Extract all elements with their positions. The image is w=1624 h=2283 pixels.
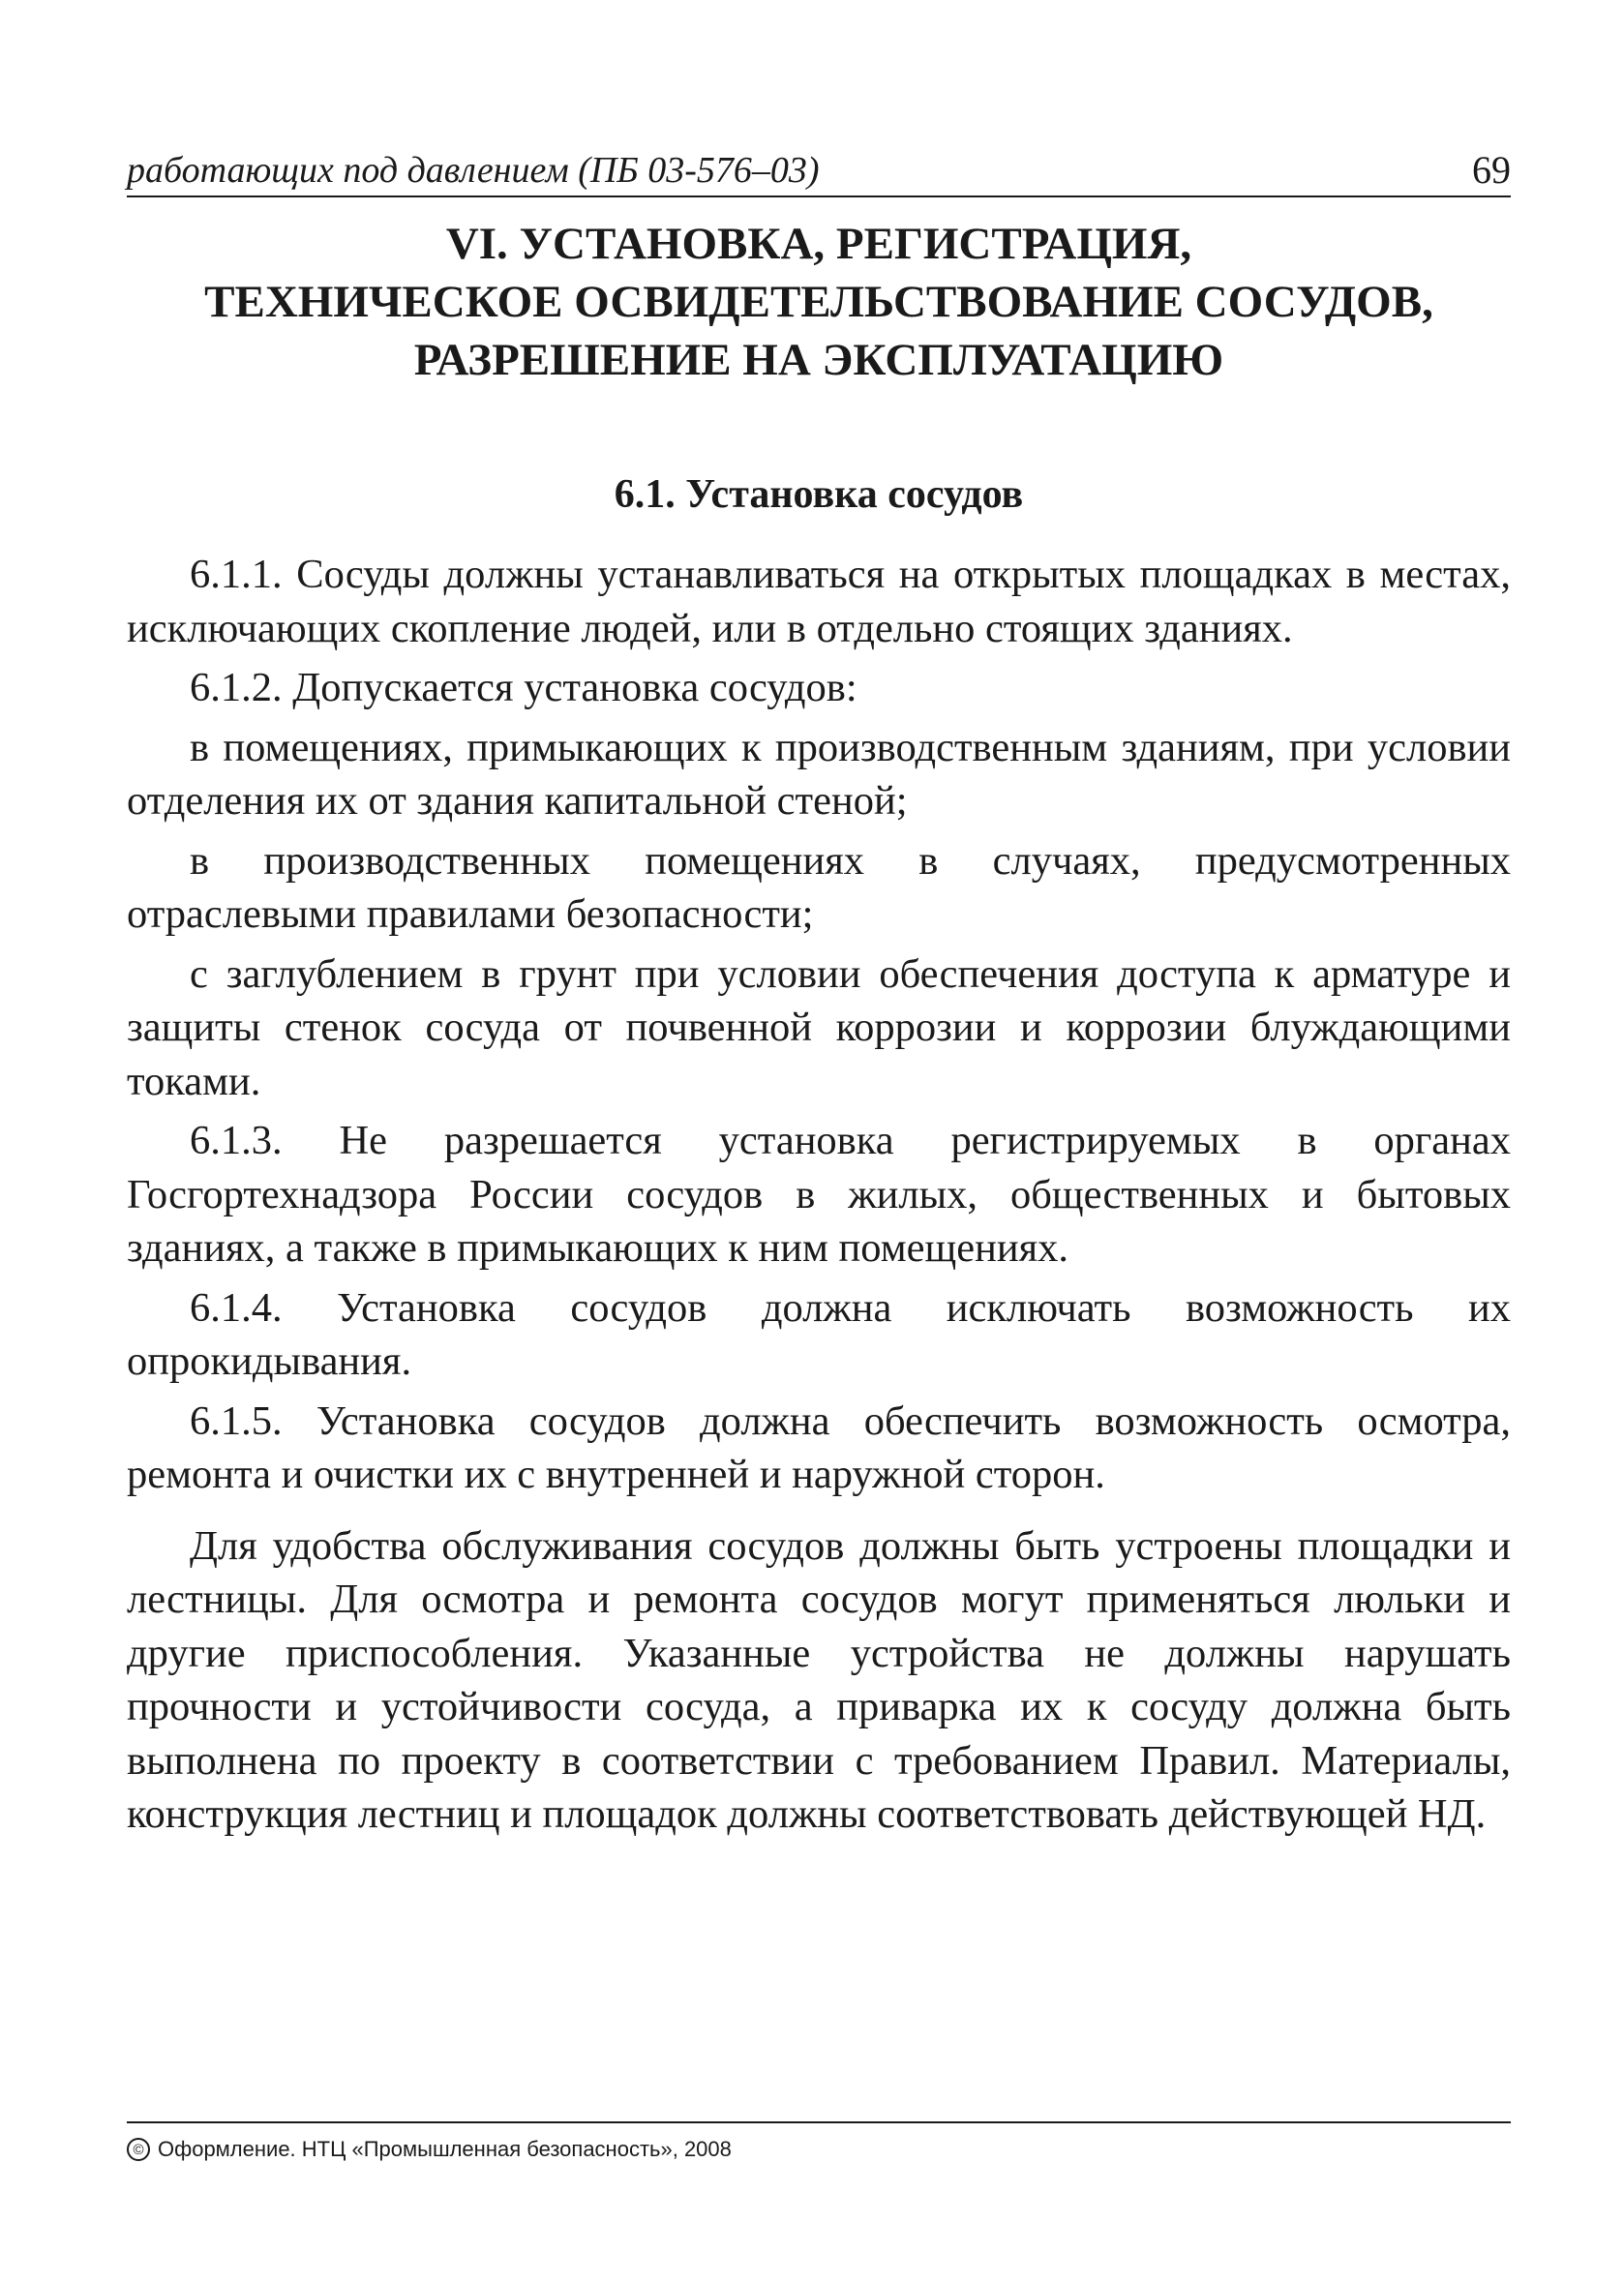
section-heading-line: ТЕХНИЧЕСКОЕ ОСВИДЕТЕЛЬСТВОВАНИЕ СОСУДОВ,	[204, 277, 1433, 327]
page-number: 69	[1472, 148, 1511, 192]
paragraph-6-1-3: 6.1.3. Не разрешается установка регистрируемых в органах Госгортехнадзора России сосудов в жилых, общественных и бытовых зданиях, а также в примыкающих к ним помещениях.	[127, 1118, 1511, 1271]
paragraph-6-1-4: 6.1.4. Установка сосудов должна исключать возможность их опрокидывания.	[127, 1284, 1511, 1384]
footer	[127, 2135, 732, 2164]
running-header	[127, 145, 1511, 197]
paragraph-6-1-5: 6.1.5. Установка сосудов должна обеспечить возможность осмотра, ремонта и очистки их с внутренней и наружной сторон.	[127, 1397, 1511, 1497]
list-item: с заглублением в грунт при условии обеспечения доступа к арматуре и защиты стенок сосуда от почвенной коррозии и коррозии блуждающими токами.	[127, 950, 1511, 1104]
footer-divider	[127, 2121, 1511, 2123]
body-text	[127, 548, 1511, 1847]
running-title: работающих под давлением (ПБ 03-576–03)	[127, 150, 820, 191]
paragraph-6-1-2: 6.1.2. Допускается установка сосудов:	[190, 665, 857, 710]
list-item: в производственных помещениях в случаях, предусмотренных отраслевыми правилами безопасности;	[127, 837, 1511, 937]
footer-text: Оформление. НТЦ «Промышленная безопасность», 2008	[158, 2137, 732, 2161]
paragraph-maintenance: Для удобства обслуживания сосудов должны быть устроены площадки и лестницы. Для осмотра и ремонта сосудов могут применяться люльки и другие приспособления. Указанные устройства не должны нарушать прочности и устойчивости сосуда, а приварка их к сосуду должна быть выполнена по проекту в соответствии с требованием Правил. Материалы, конструкция лестниц и площадок должны соответствовать действующей НД.	[127, 1522, 1511, 1837]
paragraph-6-1-1: 6.1.1. Сосуды должны устанавливаться на открытых площадках в местах, исключающих скопление людей, или в отдельно стоящих зданиях.	[127, 552, 1511, 651]
section-heading	[127, 215, 1511, 389]
copyright-icon: ©	[127, 2138, 150, 2161]
section-heading-line: РАЗРЕШЕНИЕ НА ЭКСПЛУАТАЦИЮ	[413, 335, 1224, 385]
subsection-heading: 6.1. Установка сосудов	[614, 472, 1024, 517]
section-heading-line: VI. УСТАНОВКА, РЕГИСТРАЦИЯ,	[445, 219, 1192, 269]
list-item: в помещениях, примыкающих к производственным зданиям, при условии отделения их от здания капитальной стеной;	[127, 724, 1511, 824]
